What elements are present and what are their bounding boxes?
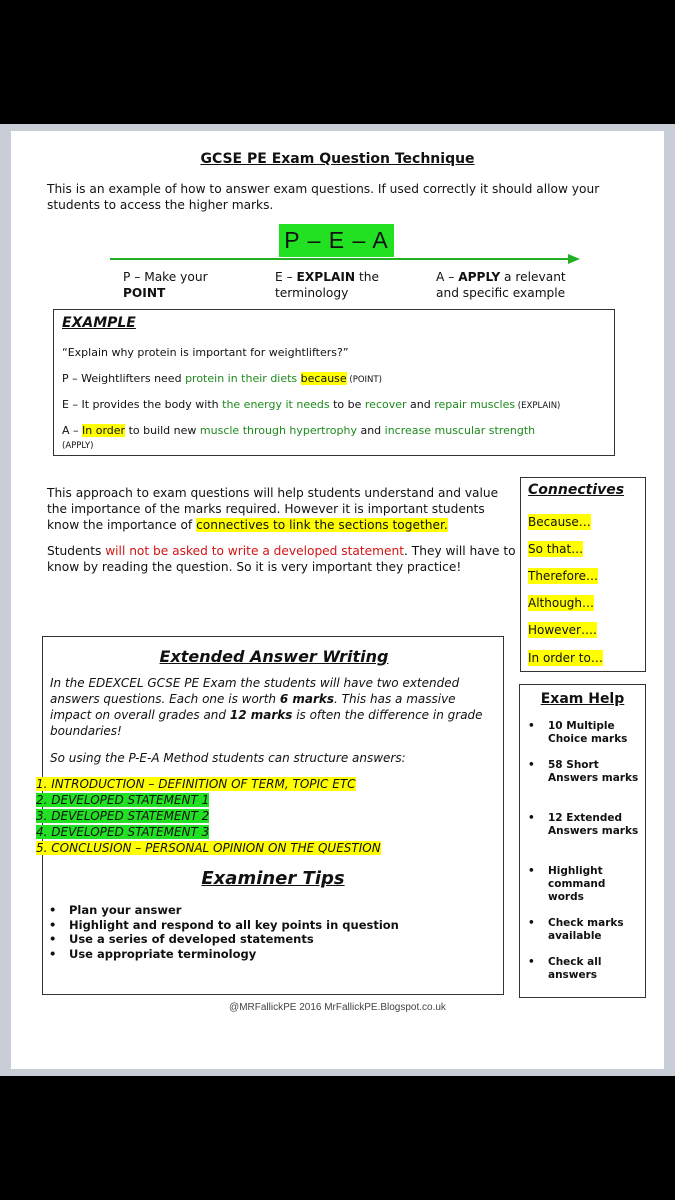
pea-step-apply-line2: and specific example (436, 286, 566, 300)
pea-step-apply-bold: APPLY (458, 270, 501, 284)
pea-step-point-bold: POINT (123, 286, 166, 300)
structure-step-2: 2. DEVELOPED STATEMENT 1 (36, 793, 210, 807)
exam-help-item: • 12 Extended Answers marks (528, 812, 639, 837)
pea-step-explain-rest: the (355, 270, 380, 284)
connective-item: Therefore… (528, 569, 598, 583)
pea-arrow (110, 253, 580, 265)
example-apply-line: A – In order to build new muscle through hypertrophy and increase muscular strength (APPLY) (62, 424, 536, 451)
examiner-tips-list (49, 903, 399, 961)
example-point-line: P – Weightlifters need protein in their diets because (POINT) (62, 372, 382, 385)
exam-help-title: Exam Help (540, 691, 625, 707)
example-question: “Explain why protein is important for weightlifters?” (62, 346, 349, 359)
example-explain-line: E – It provides the body with the energy it needs to be recover and repair muscles (EXPLAIN) (62, 398, 561, 411)
pea-step-apply-rest: a relevant (500, 270, 566, 284)
pea-step-point-text: P – Make your (123, 270, 208, 284)
footer-credit: @MRFallickPE 2016 MrFallickPE.Blogspot.co.uk (229, 1002, 446, 1013)
approach-paragraph-1: This approach to exam questions will help students understand and value the importance of the marks required. However it is important students know the importance of connectives to link the sections together. (47, 486, 499, 532)
intro-paragraph: This is an example of how to answer exam questions. If used correctly it should allow your students to access the higher marks. (47, 182, 600, 212)
exam-help-item: • 10 Multiple Choice marks (528, 720, 628, 745)
pea-step-point (123, 269, 208, 301)
tip-item: • Use a series of developed statements (49, 932, 399, 947)
extended-answer-paragraph: In the EDEXCEL GCSE PE Exam the students will have two extended answers questions. Each one is worth 6 marks. This has a massive impact on overall grades and 12 marks is often the difference in grade boundaries! (50, 676, 483, 738)
pea-step-explain-line2: terminology (275, 286, 349, 300)
connective-item: Because… (528, 515, 591, 529)
pea-step-apply (436, 269, 566, 301)
structure-step-1: 1. INTRODUCTION – DEFINITION OF TERM, TOPIC ETC (36, 777, 356, 791)
pea-step-explain-bold: EXPLAIN (296, 270, 356, 284)
bottom-black-band (0, 1076, 675, 1200)
pea-step-explain-prefix: E – (275, 270, 297, 284)
connectives-title: Connectives (528, 482, 625, 498)
examiner-tips-title: Examiner Tips (201, 868, 345, 889)
approach-paragraph-2: Students will not be asked to write a developed statement. They will have to know by reading the question. So it is very important they practice! (47, 544, 516, 574)
exam-help-item: • Check marks available (528, 917, 624, 942)
tip-item: • Highlight and respond to all key points in question (49, 918, 399, 933)
connective-item: So that… (528, 542, 584, 556)
exam-help-box (519, 684, 646, 998)
pea-step-explain (275, 269, 379, 301)
extended-answer-title: Extended Answer Writing (159, 647, 389, 666)
structure-step-3: 3. DEVELOPED STATEMENT 2 (36, 809, 210, 823)
connective-item: In order to… (528, 651, 603, 665)
structure-steps (36, 776, 381, 856)
top-black-band (0, 0, 675, 124)
connectives-box (520, 477, 646, 672)
example-box (53, 309, 615, 456)
tip-item: • Plan your answer (49, 903, 399, 918)
method-intro: So using the P-E-A Method students can structure answers: (50, 751, 406, 765)
tip-item: • Use appropriate terminology (49, 947, 399, 962)
structure-step-4: 4. DEVELOPED STATEMENT 3 (36, 825, 210, 839)
pea-step-apply-prefix: A – (436, 270, 459, 284)
page-title: GCSE PE Exam Question Technique (200, 151, 475, 167)
exam-help-item: • Check all answers (528, 956, 602, 981)
connective-item: Although… (528, 596, 595, 610)
structure-step-5: 5. CONCLUSION – PERSONAL OPINION ON THE QUESTION (36, 841, 381, 855)
exam-help-item: • 58 Short Answers marks (528, 759, 639, 784)
approach-text (47, 485, 517, 575)
exam-help-item: • Highlight command words (528, 865, 606, 903)
document-page (11, 131, 664, 1069)
connective-item: However…. (528, 623, 597, 637)
example-title: EXAMPLE (62, 315, 136, 331)
pea-label: P – E – A (279, 224, 394, 257)
